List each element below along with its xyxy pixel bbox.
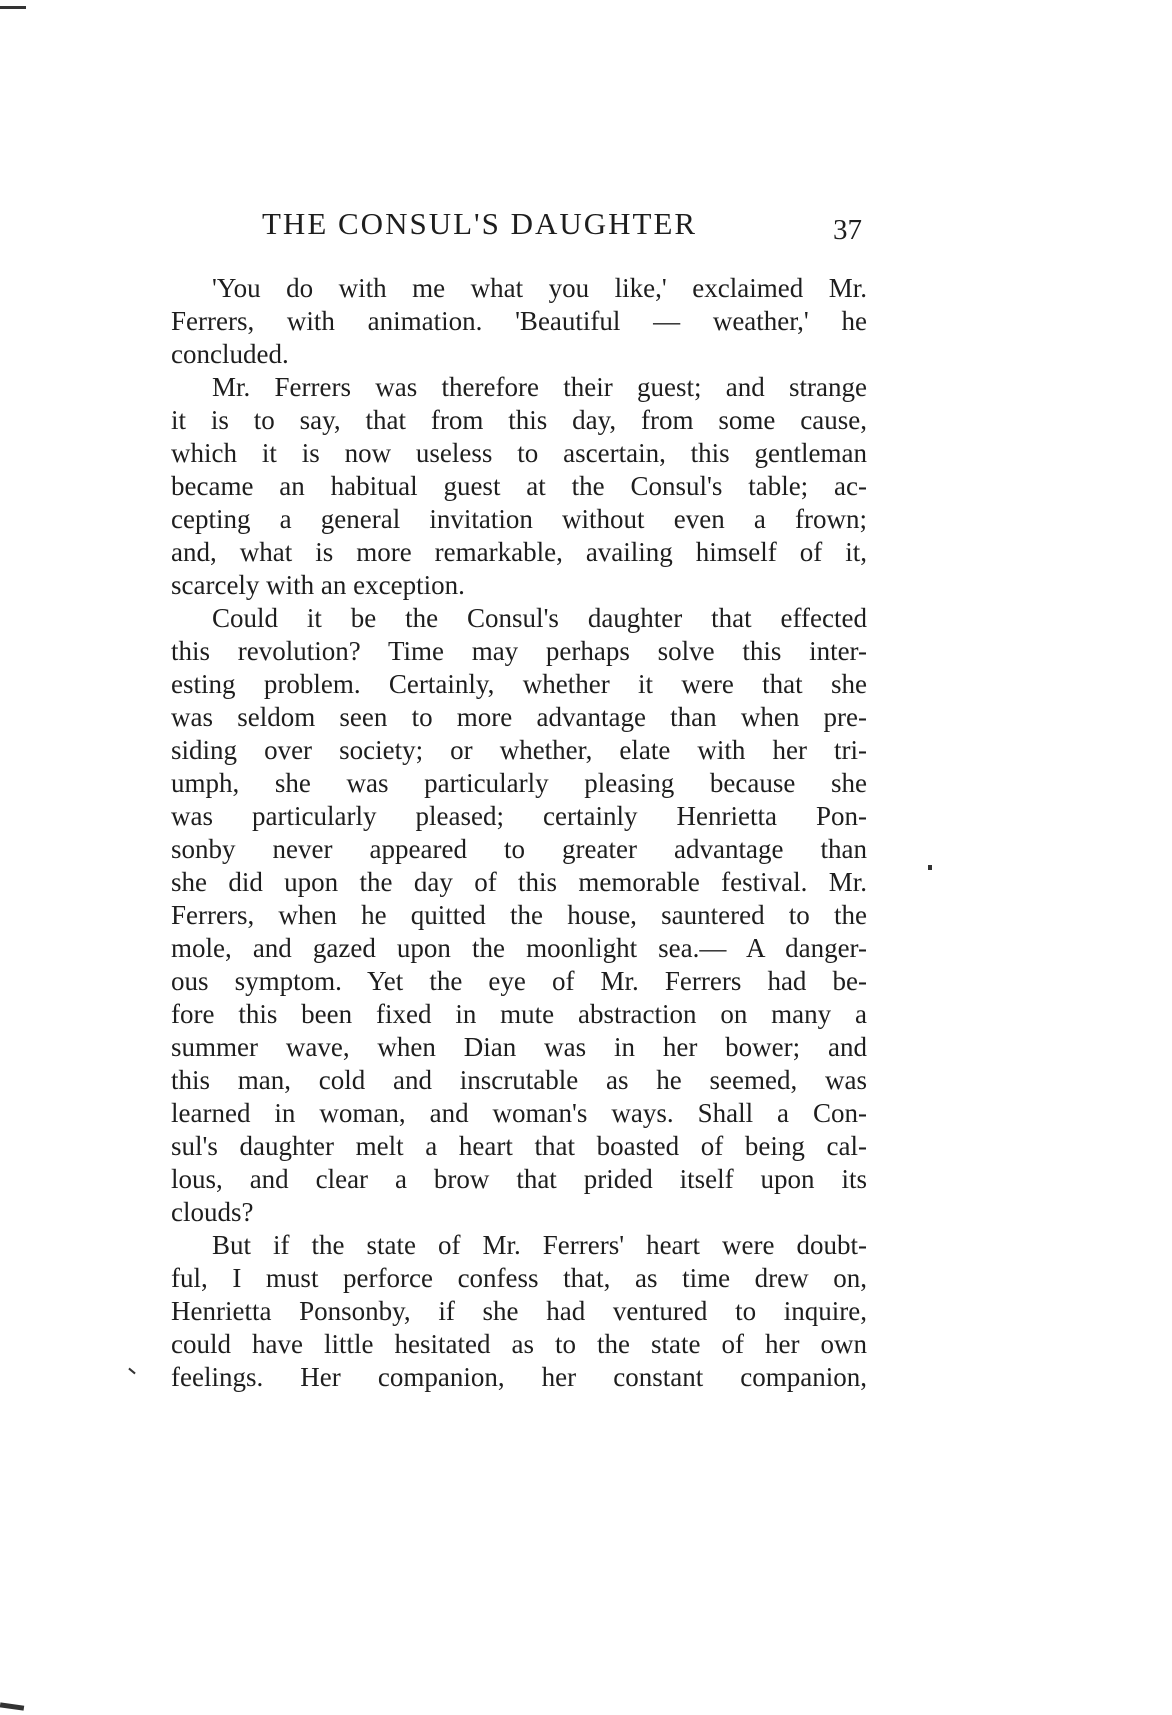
text-line: ful, I must perforce confess that, as time drew on, <box>171 1263 867 1293</box>
text-line: learned in woman, and woman's ways. Shall a Con- <box>171 1098 867 1128</box>
text-line: it is to say, that from this day, from some cause, <box>171 405 867 435</box>
text-line: Ferrers, with animation. 'Beautiful — weather,' he <box>171 306 867 336</box>
text-line: Ferrers, when he quitted the house, sauntered to the <box>171 900 867 930</box>
text-line: siding over society; or whether, elate with her tri- <box>171 735 867 765</box>
text-line: was particularly pleased; certainly Henrietta Pon- <box>171 801 867 831</box>
text-line: Could it be the Consul's daughter that effected <box>212 603 867 633</box>
text-line: 'You do with me what you like,' exclaimed Mr. <box>212 273 867 303</box>
text-line: Henrietta Ponsonby, if she had ventured to inquire, <box>171 1296 867 1326</box>
running-head <box>168 198 868 246</box>
text-line: fore this been fixed in mute abstraction on many a <box>171 999 867 1029</box>
scan-mark-bottom-left <box>0 1702 24 1710</box>
text-line: sul's daughter melt a heart that boasted of being cal- <box>171 1131 867 1161</box>
scan-mark-top-left <box>0 6 26 9</box>
text-line: clouds? <box>171 1197 254 1227</box>
text-line: became an habitual guest at the Consul's table; ac- <box>171 471 867 501</box>
text-line: this revolution? Time may perhaps solve this inter- <box>171 636 867 666</box>
text-line: which it is now useless to ascertain, this gentleman <box>171 438 867 468</box>
running-title: THE CONSUL'S DAUGHTER <box>262 206 698 241</box>
text-line: scarcely with an exception. <box>171 570 465 600</box>
text-line: mole, and gazed upon the moonlight sea.— A danger- <box>171 933 867 963</box>
body-text <box>171 272 867 1394</box>
text-line: Mr. Ferrers was therefore their guest; and strange <box>212 372 867 402</box>
text-line: cepting a general invitation without even a frown; <box>171 504 867 534</box>
text-line: and, what is more remarkable, availing himself of it, <box>171 537 867 567</box>
text-line: feelings. Her companion, her constant companion, <box>171 1362 867 1392</box>
text-line: could have little hesitated as to the state of her own <box>171 1329 867 1359</box>
text-line: umph, she was particularly pleasing because she <box>171 768 867 798</box>
text-line: was seldom seen to more advantage than when pre- <box>171 702 867 732</box>
scan-speck <box>928 865 932 870</box>
text-line: sonby never appeared to greater advantage than <box>171 834 867 864</box>
text-line: But if the state of Mr. Ferrers' heart were doubt- <box>212 1230 867 1260</box>
text-line: this man, cold and inscrutable as he seemed, was <box>171 1065 867 1095</box>
text-line: ous symptom. Yet the eye of Mr. Ferrers had be- <box>171 966 867 996</box>
text-line: lous, and clear a brow that prided itself upon its <box>171 1164 867 1194</box>
text-line: esting problem. Certainly, whether it were that she <box>171 669 867 699</box>
page-number: 37 <box>833 214 862 246</box>
text-line: summer wave, when Dian was in her bower; and <box>171 1032 867 1062</box>
scan-speck <box>128 1368 135 1375</box>
text-line: she did upon the day of this memorable festival. Mr. <box>171 867 867 897</box>
text-line: concluded. <box>171 339 289 369</box>
